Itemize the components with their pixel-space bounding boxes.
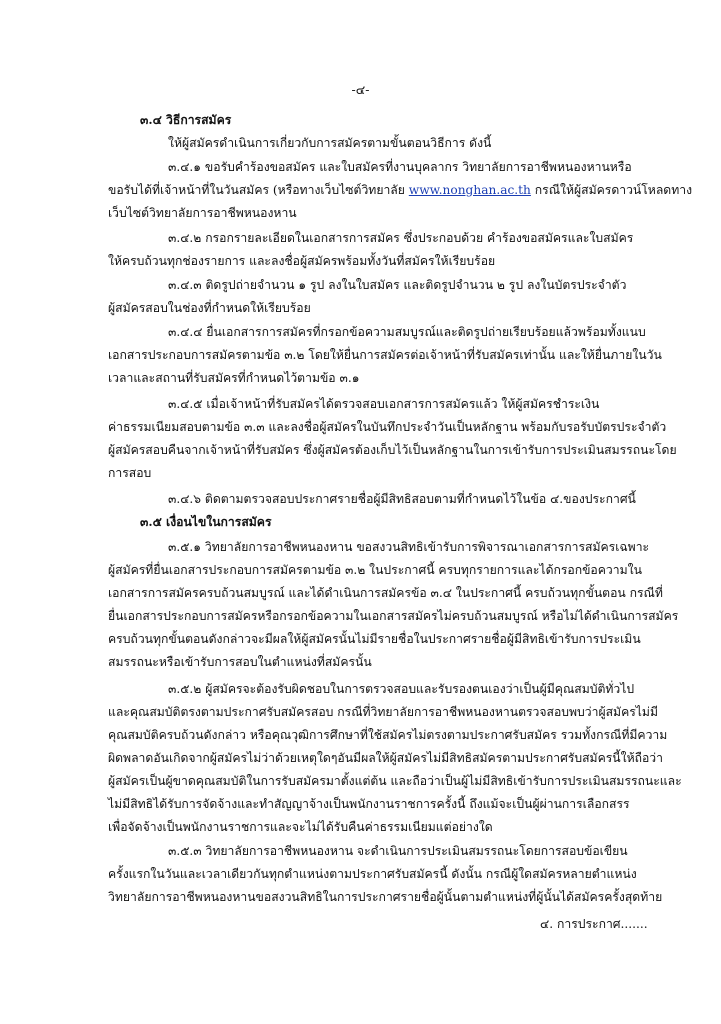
section-34-5-line-3: ผู้สมัครสอบคืนจากเจ้าหน้าที่รับสมัคร ซึ่งผู้สมัครต้องเก็บไว้เป็นหลักฐานในการเข้ารับการประเมินสมรรถนะโดย	[108, 443, 677, 457]
page-number: -๔-	[351, 82, 370, 97]
section-34-1-line-2	[108, 182, 692, 199]
section-35-2-line-3: คุณสมบัติครบถ้วนดังกล่าว หรือคุณวุฒิการศึกษาที่ใช้สมัครไม่ตรงตามประกาศรับสมัคร รวมทั้งกรณีที่มีความ	[108, 728, 668, 742]
section-34-5-line-4: การสอบ	[108, 466, 152, 480]
college-website-link[interactable]: www.nonghan.ac.th	[408, 183, 531, 197]
section-35-1-line-1: ๓.๕.๑ วิทยาลัยการอาชีพหนองหาน ขอสงวนสิทธิเข้ารับการพิจารณาเอกสารการสมัครเฉพาะ	[168, 540, 650, 554]
section-34-2-line-1: ๓.๔.๒ กรอกรายละเอียดในเอกสารการสมัคร ซึ่งประกอบด้วย คำร้องขอสมัครและใบสมัคร	[168, 231, 634, 245]
next-page-reference: ๔. การประกาศ.......	[540, 917, 648, 931]
section-35-1-line-2: ผู้สมัครที่ยื่นเอกสารประกอบการสมัครตามข้อ ๓.๒ ในประกาศนี้ ครบทุกรายการและได้กรอกข้อความใน	[108, 563, 642, 577]
section-35-heading: ๓.๕ เงื่อนไขในการสมัคร	[140, 515, 272, 529]
section-35-3-line-2: ครั้งแรกในวันและเวลาเดียวกันทุกตำแหน่งตามประกาศรับสมัครนี้ ดังนั้น กรณีผู้ใดสมัครหลายตำแหน่ง	[108, 867, 637, 881]
section-35-3-line-3: วิทยาลัยการอาชีพหนองหานขอสงวนสิทธิในการประกาศรายชื่อผู้นั้นตามตำแหน่งที่ผู้นั้นได้สมัครครั้งสุดท้าย	[108, 890, 663, 904]
section-34-2-line-2: ให้ครบถ้วนทุกช่องรายการ และลงชื่อผู้สมัครพร้อมทั้งวันที่สมัครให้เรียบร้อย	[108, 254, 496, 268]
section-35-2-line-2: และคุณสมบัติตรงตามประกาศรับสมัครสอบ กรณีที่วิทยาลัยการอาชีพหนองหานตรวจสอบพบว่าผู้สมัครไม่มี	[108, 705, 658, 719]
section-34-5-line-2: ค่าธรรมเนียมสอบตามข้อ ๓.๓ และลงชื่อผู้สมัครในบันทึกประจำวันเป็นหลักฐาน พร้อมกับรอรับบัตรประจำตัว	[108, 420, 667, 434]
section-35-1-line-5: ครบถ้วนทุกขั้นตอนดังกล่าวจะมีผลให้ผู้สมัครนั้นไม่มีรายชื่อในประกาศรายชื่อผู้มีสิทธิเข้ารับการประเมิน	[108, 632, 641, 646]
section-35-2-line-1: ๓.๕.๒ ผู้สมัครจะต้องรับผิดชอบในการตรวจสอบและรับรองตนเองว่าเป็นผู้มีคุณสมบัติทั่วไป	[168, 682, 635, 696]
section-34-1-text-a: ขอรับได้ที่เจ้าหน้าที่ในวันสมัคร (หรือทางเว็บไซต์วิทยาลัย	[108, 183, 409, 197]
section-35-1-line-4: ยื่นเอกสารประกอบการสมัครหรือกรอกข้อความในเอกสารสมัครไม่ครบถ้วนสมบูรณ์ หรือไม่ได้ดำเนินการสมัคร	[108, 609, 679, 623]
section-34-4-line-1: ๓.๔.๔ ยื่นเอกสารการสมัครที่กรอกข้อความสมบูรณ์และติดรูปถ่ายเรียบร้อยแล้วพร้อมทั้งแนบ	[168, 325, 646, 339]
section-34-5-line-1: ๓.๔.๕ เมื่อเจ้าหน้าที่รับสมัครได้ตรวจสอบเอกสารการสมัครแล้ว ให้ผู้สมัครชำระเงิน	[168, 397, 600, 411]
section-34-3-line-1: ๓.๔.๓ ติดรูปถ่ายจำนวน ๑ รูป ลงในใบสมัคร และติดรูปจำนวน ๒ รูป ลงในบัตรประจำตัว	[168, 278, 627, 292]
section-35-2-line-4: ผิดพลาดอันเกิดจากผู้สมัครไม่ว่าด้วยเหตุใดๆอันมีผลให้ผู้สมัครไม่มีสิทธิสมัครตามประกาศรับสมัครนี้ให้ถือว่า	[108, 751, 663, 765]
section-34-3-line-2: ผู้สมัครสอบในช่องที่กำหนดให้เรียบร้อย	[108, 301, 311, 315]
section-34-6-line-1: ๓.๔.๖ ติดตามตรวจสอบประกาศรายชื่อผู้มีสิทธิสอบตามที่กำหนดไว้ในข้อ ๔.ของประกาศนี้	[168, 492, 636, 506]
section-34-heading: ๓.๔ วิธีการสมัคร	[140, 113, 232, 127]
section-34-1-text-b: กรณีให้ผู้สมัครดาวน์โหลดทาง	[530, 183, 693, 197]
section-35-1-line-3: เอกสารการสมัครครบถ้วนสมบูรณ์ และได้ดำเนินการสมัครข้อ ๓.๔ ในประกาศนี้ ครบถ้วนทุกขั้นตอน กรณีที่	[108, 586, 663, 600]
section-34-1-line-3: เว็บไซต์วิทยาลัยการอาชีพหนองหาน	[108, 206, 297, 220]
section-35-2-line-5: ผู้สมัครเป็นผู้ขาดคุณสมบัติในการรับสมัครมาตั้งแต่ต้น และถือว่าเป็นผู้ไม่มีสิทธิเข้ารับการประเมินสมรรถนะและ	[108, 774, 682, 788]
section-35-2-line-7: เพื่อจัดจ้างเป็นพนักงานราชการและจะไม่ได้รับคืนค่าธรรมเนียมแต่อย่างใด	[108, 820, 493, 834]
section-34-intro: ให้ผู้สมัครดำเนินการเกี่ยวกับการสมัครตามขั้นตอนวิธีการ ดังนี้	[168, 136, 492, 150]
section-34-4-line-2: เอกสารประกอบการสมัครตามข้อ ๓.๒ โดยให้ยื่นการสมัครต่อเจ้าหน้าที่รับสมัครเท่านั้น และให้ยื่นภายในวัน	[108, 348, 662, 362]
section-35-2-line-6: ไม่มีสิทธิได้รับการจัดจ้างและทำสัญญาจ้างเป็นพนักงานราชการครั้งนี้ ถึงแม้จะเป็นผู้ผ่านการเลือกสรร	[108, 797, 630, 811]
section-34-4-line-3: เวลาและสถานที่รับสมัครที่กำหนดไว้ตามข้อ ๓.๑	[108, 371, 360, 385]
section-35-3-line-1: ๓.๕.๓ วิทยาลัยการอาชีพหนองหาน จะดำเนินการประเมินสมรรถนะโดยการสอบข้อเขียน	[168, 844, 628, 858]
section-34-1-line-1: ๓.๔.๑ ขอรับคำร้องขอสมัคร และใบสมัครที่งานบุคลากร วิทยาลัยการอาชีพหนองหานหรือ	[168, 160, 632, 174]
section-35-1-line-6: สมรรถนะหรือเข้ารับการสอบในตำแหน่งที่สมัครนั้น	[108, 655, 372, 669]
